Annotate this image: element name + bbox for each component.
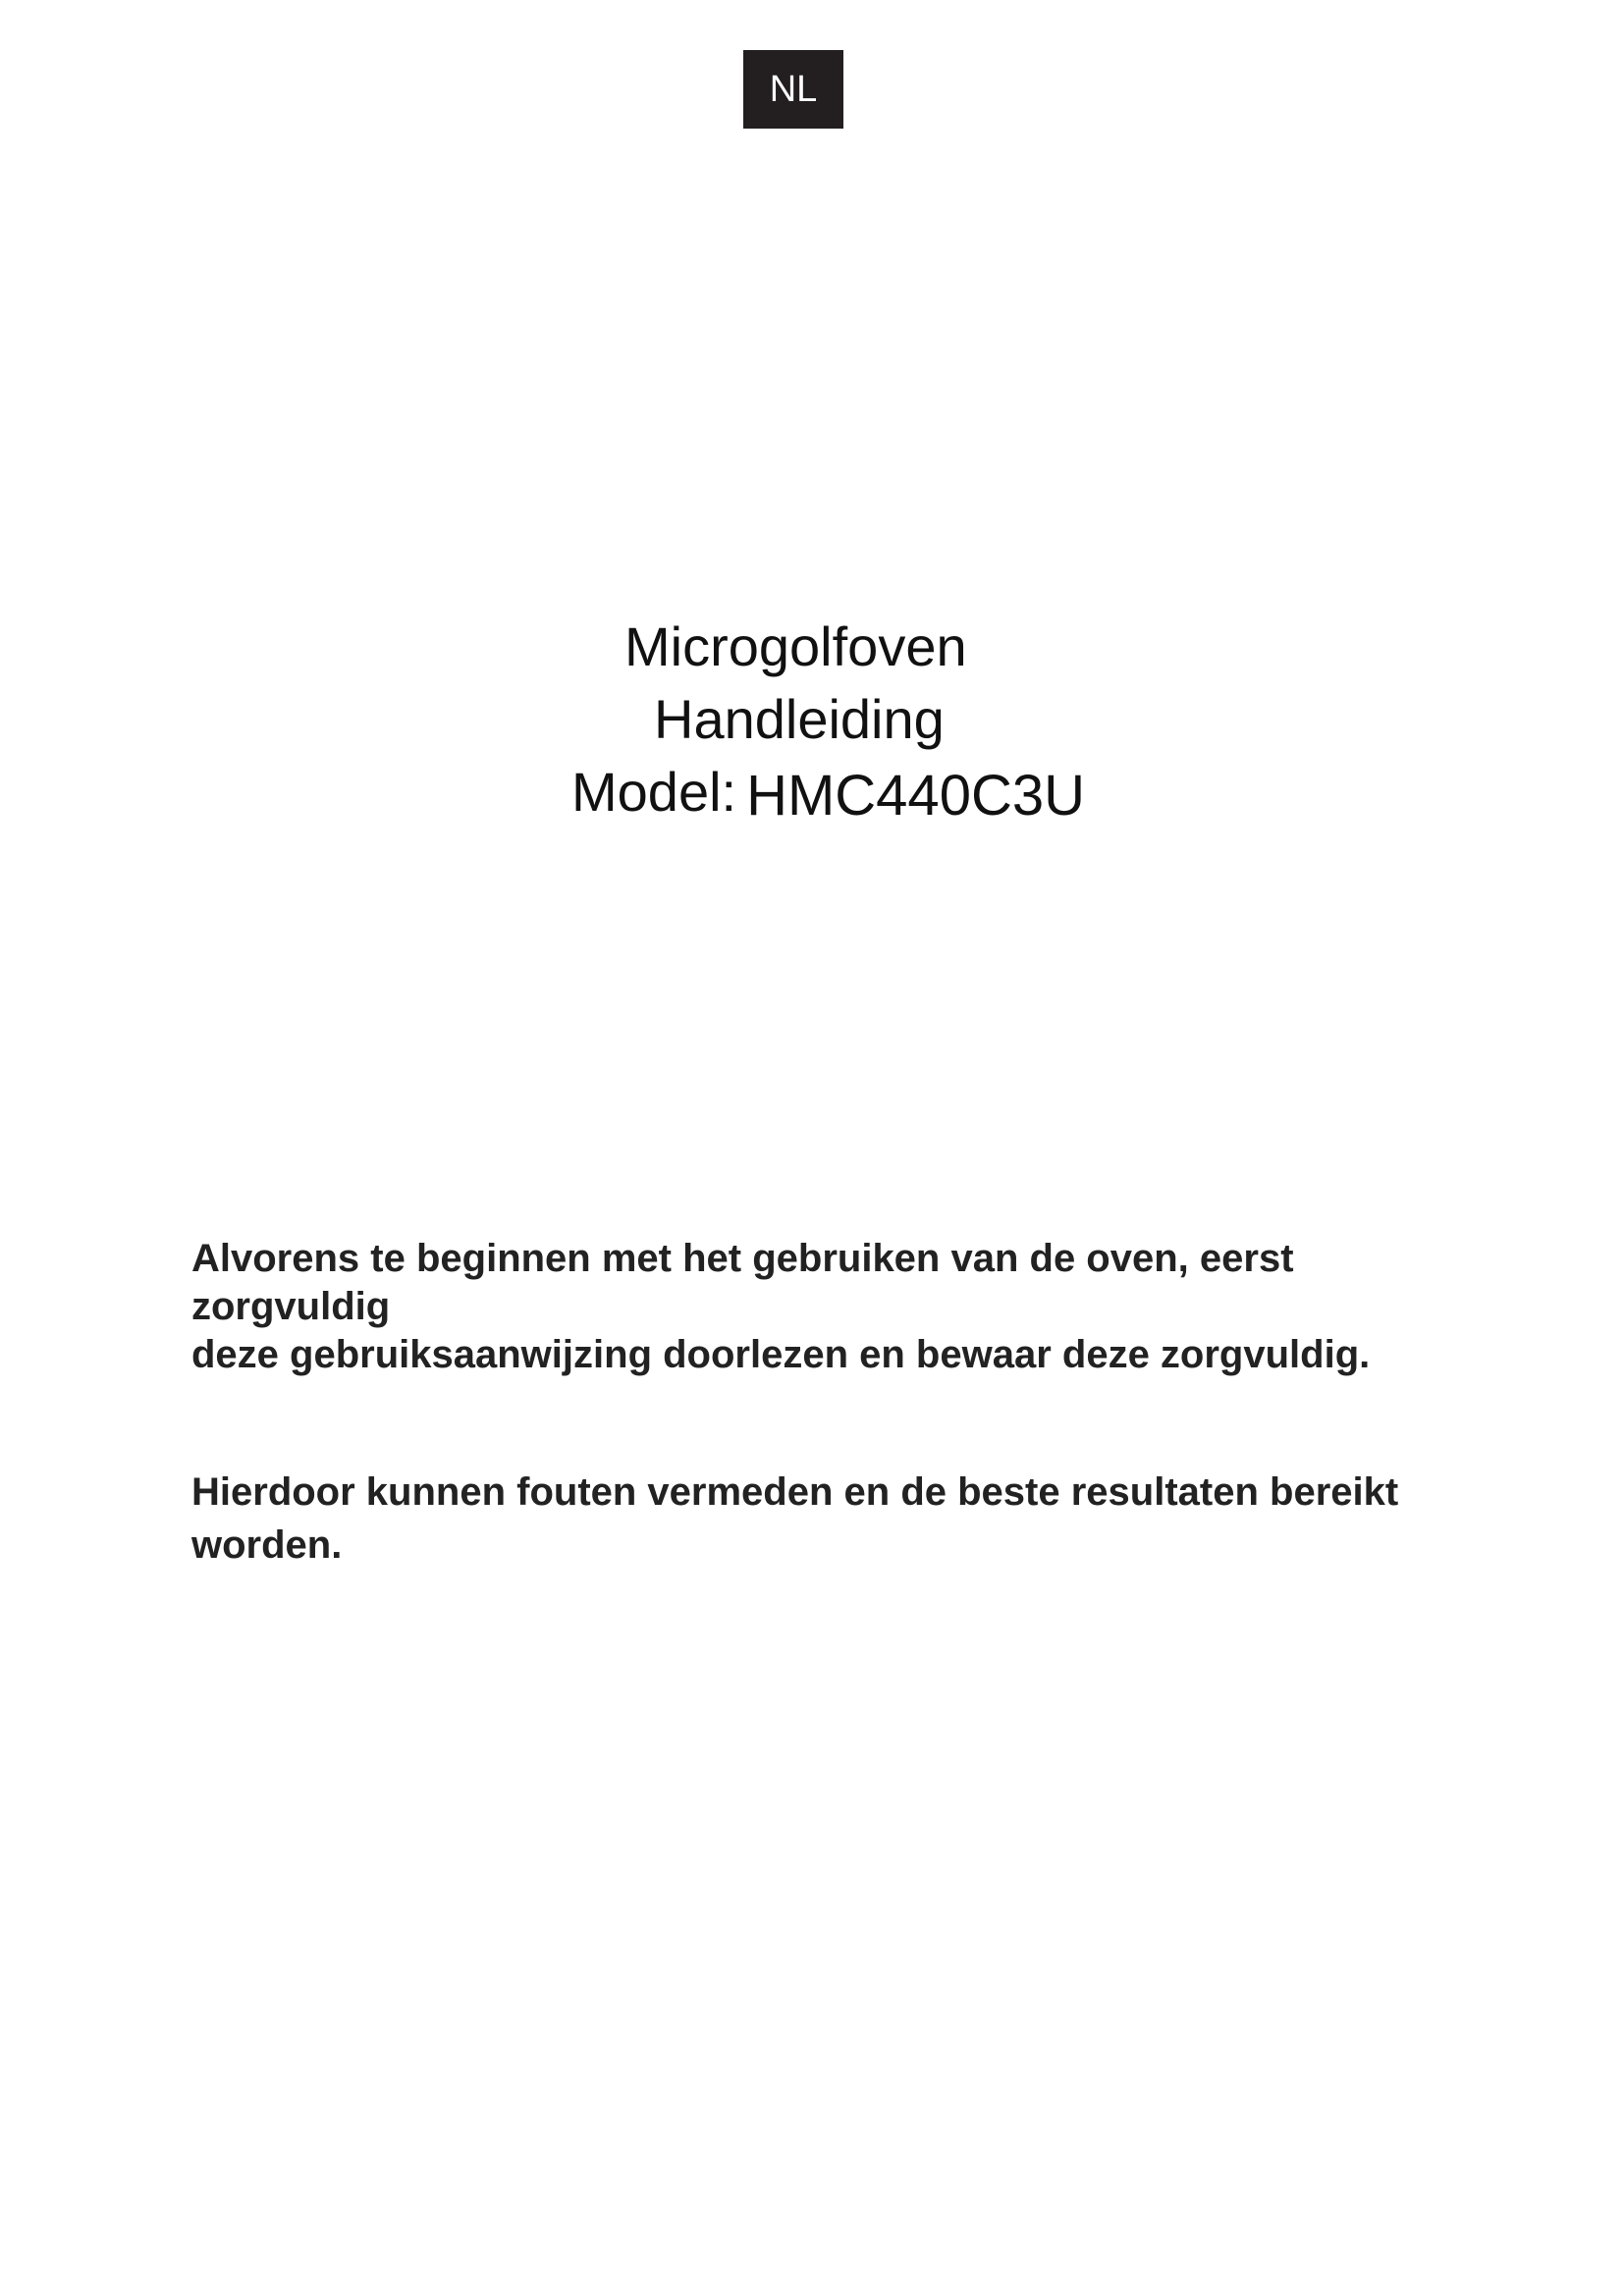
product-type-title: Microgolfoven: [624, 615, 967, 677]
model-number: HMC440C3U: [746, 764, 1085, 828]
model-label: Model:: [571, 761, 737, 823]
notice-line: zorgvuldig: [191, 1285, 391, 1328]
language-badge: NL: [743, 50, 843, 129]
model-line: [571, 756, 1085, 828]
manual-title: Handleiding: [654, 688, 945, 750]
notice-line: Alvorens te beginnen met het gebruiken van de oven, eerst: [191, 1237, 1294, 1280]
read-instructions-notice: [191, 1235, 1507, 1379]
notice-line: deze gebruiksaanwijzing doorlezen en bewaar deze zorgvuldig.: [191, 1333, 1371, 1376]
results-notice: [191, 1466, 1507, 1572]
notice-paragraph: Hierdoor kunnen fouten vermeden en de beste resultaten bereikt worden.: [191, 1470, 1399, 1567]
